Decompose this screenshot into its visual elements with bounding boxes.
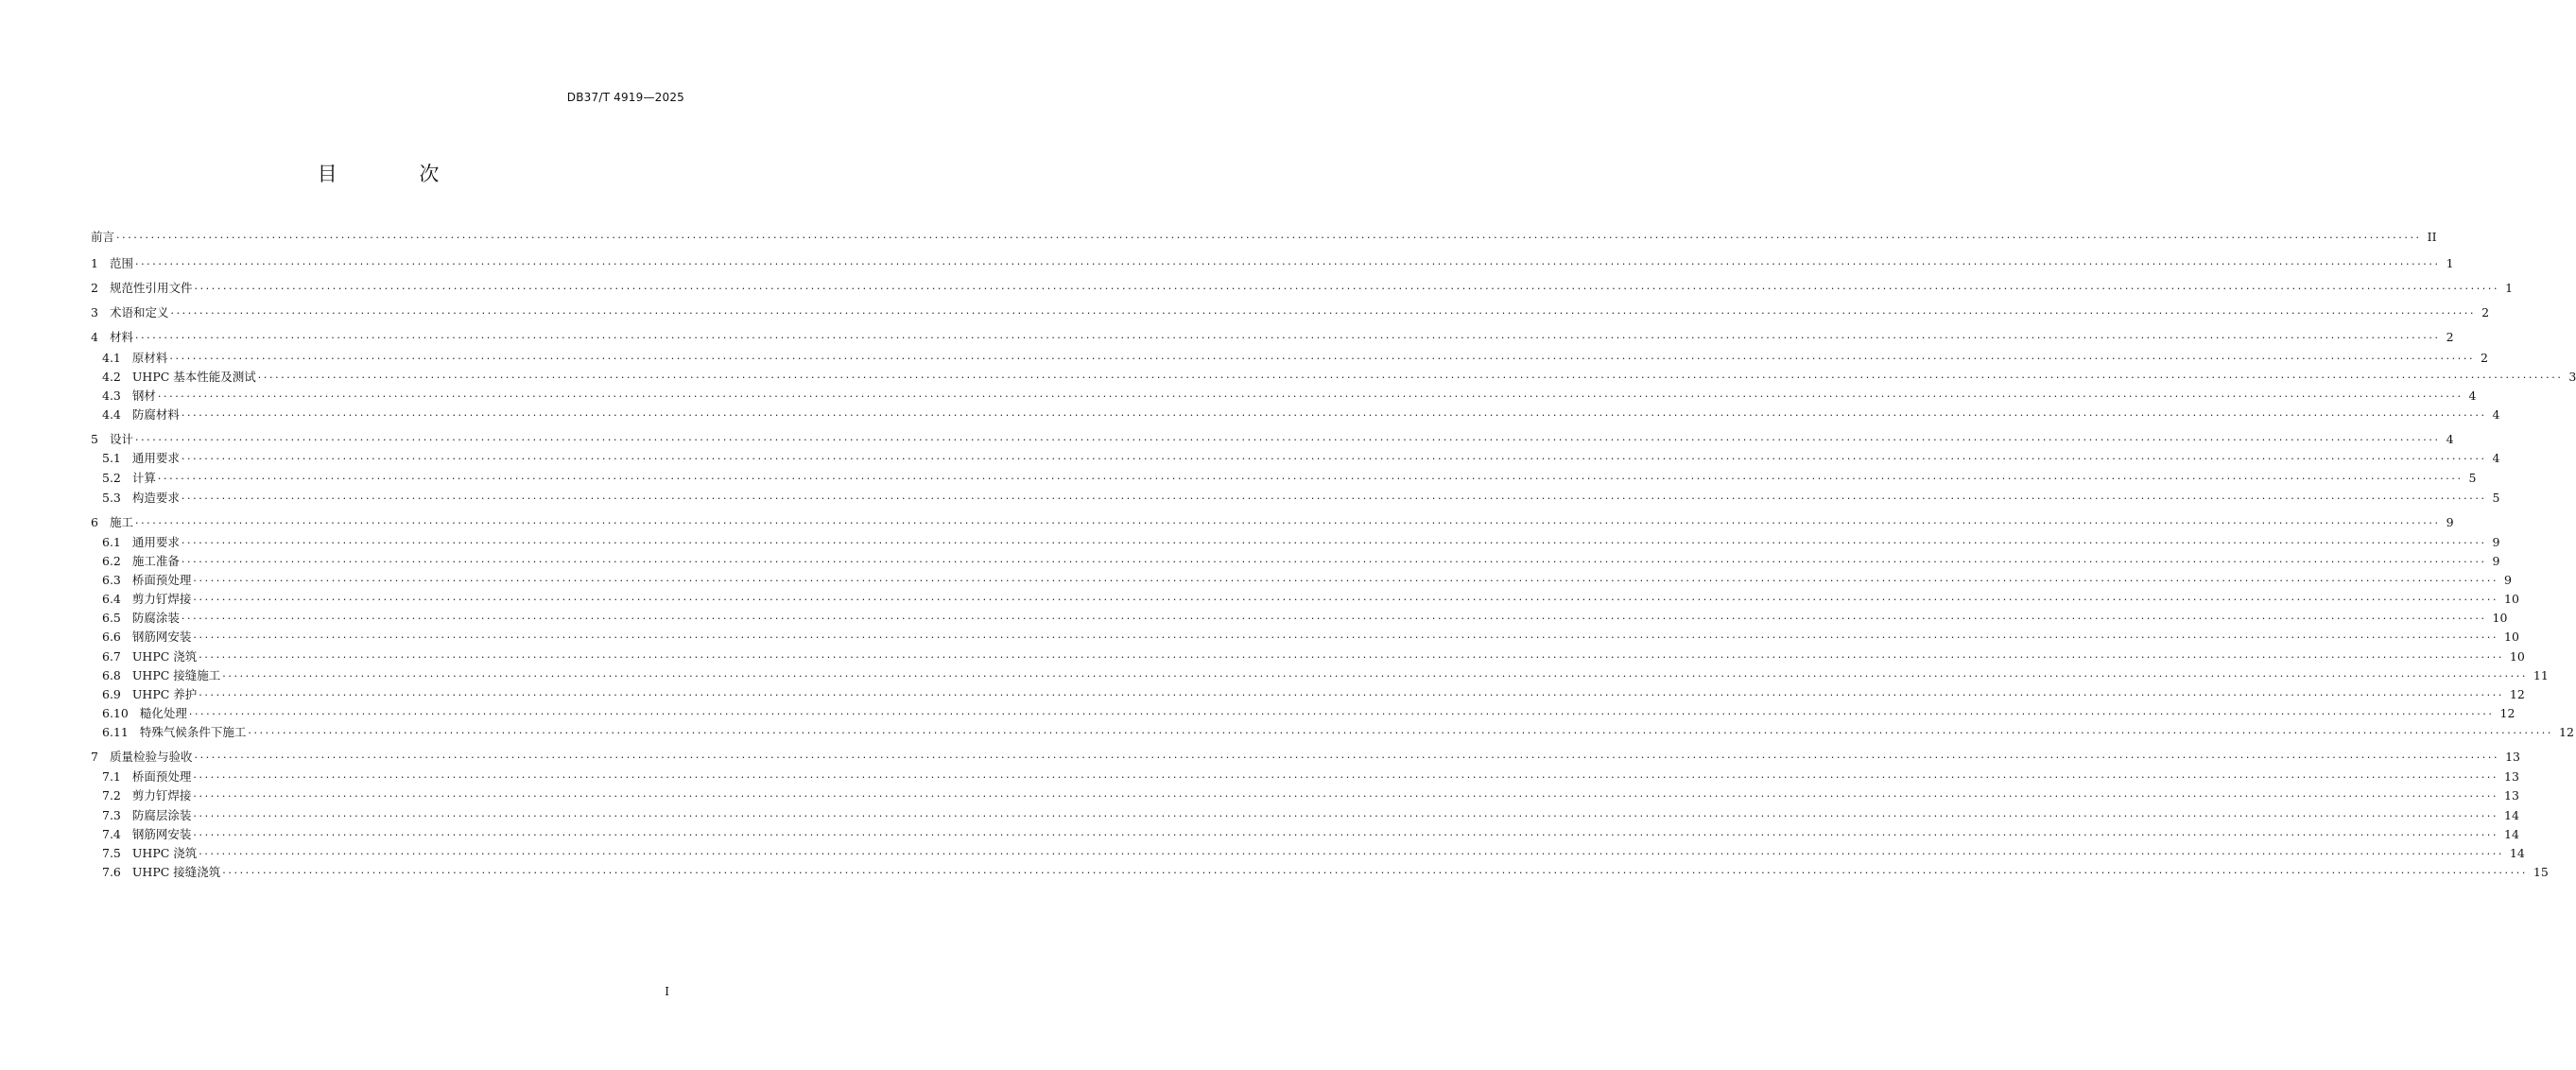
toc-entry-number: 7.2 [102, 788, 121, 802]
toc-dot-leader: ················································································································································································································································································································································································································ [222, 670, 2528, 682]
toc-entry-number: 6.6 [102, 630, 121, 644]
toc-entry-label: 术语和定义 [109, 305, 169, 319]
toc-entry-number: 6.4 [102, 592, 121, 606]
toc-entry-page: 12 [2509, 687, 2525, 701]
toc-entry[interactable] [102, 490, 2500, 507]
toc-entry-number: 7.6 [102, 865, 121, 879]
toc-entry-number: 6 [91, 515, 98, 529]
toc-entry-number: 6.11 [102, 725, 129, 739]
toc-entry[interactable] [102, 591, 2519, 608]
toc-entry-page: 2 [2481, 305, 2490, 319]
toc-dot-leader: ················································································································································································································································································································································································································ [193, 790, 2499, 802]
toc-entry-page: 13 [2504, 788, 2519, 802]
toc-entry[interactable] [102, 864, 2549, 881]
toc-dot-leader: ················································································································································································································································································································································································································ [157, 473, 2464, 485]
toc-entry-label: 原材料 [131, 351, 168, 365]
toc-entry-page: 10 [2492, 611, 2508, 625]
toc-entry-number: 5.2 [102, 471, 121, 485]
toc-entry-page: 4 [2492, 451, 2500, 465]
toc-dot-leader: ················································································································································································································································································································································································································ [193, 810, 2499, 822]
toc-entry[interactable] [102, 787, 2519, 804]
toc-entry-label: 钢筋网安装 [131, 827, 192, 841]
toc-entry-label: 计算 [131, 471, 156, 485]
toc-entry[interactable] [102, 534, 2500, 551]
toc-dot-leader: ················································································································································································································································································································································································································ [170, 307, 2477, 319]
toc-dot-leader: ················································································································································································································································································································································································································ [134, 517, 2441, 529]
toc-entry-number: 6.9 [102, 687, 121, 701]
toc-dot-leader: ················································································································································································································································································································································································································ [199, 848, 2504, 860]
toc-entry-number: 6.1 [102, 535, 121, 549]
toc-dot-leader: ················································································································································································································································································································································································································ [194, 283, 2500, 295]
toc-dot-leader: ················································································································································································································································································································································································································ [199, 651, 2504, 664]
toc-entry-number: 6.3 [102, 573, 121, 587]
toc-entry-label: UHPC 浇筑 [131, 846, 198, 860]
toc-entry[interactable] [102, 406, 2500, 423]
toc-dot-leader: ················································································································································································································································································································································································································ [199, 689, 2504, 701]
toc-dot-leader: ················································································································································································································································································································································································································ [193, 829, 2499, 841]
toc-dot-leader: ················································································································································································································································································································································································································ [181, 556, 2487, 568]
toc-dot-leader: ················································································································································································································································································································································································································ [116, 232, 2422, 244]
toc-entry-page: 9 [2504, 573, 2512, 587]
toc-dot-leader: ················································································································································································································································································································································································································ [188, 708, 2495, 720]
toc-entry-number: 7.5 [102, 846, 121, 860]
toc-entry-number: 5.1 [102, 451, 121, 465]
toc-entry-page: 4 [2492, 407, 2500, 422]
toc-dot-leader: ················································································································································································································································································································································································································ [248, 727, 2553, 739]
toc-entry[interactable] [102, 845, 2525, 862]
toc-entry-number: 4 [91, 330, 98, 344]
toc-entry-number: 3 [91, 305, 98, 319]
toc-entry[interactable] [91, 229, 2437, 246]
toc-entry-page: 9 [2492, 535, 2500, 549]
toc-entry-number: 2 [91, 281, 98, 295]
toc-entry-page: 12 [2559, 725, 2574, 739]
toc-dot-leader: ················································································································································································································································································································································································································ [134, 434, 2441, 446]
toc-entry-number: 7 [91, 750, 98, 764]
toc-entry-page: 1 [2446, 256, 2454, 270]
toc-dot-leader: ················································································································································································································································································································································································································ [181, 409, 2487, 422]
toc-dot-leader: ················································································································································································································································································································································································································ [194, 751, 2500, 764]
toc-entry-label: UHPC 接缝施工 [131, 668, 221, 682]
toc-entry-number: 7.1 [102, 769, 121, 784]
toc-entry[interactable] [102, 826, 2519, 843]
toc-entry-page: 9 [2446, 515, 2454, 529]
toc-entry[interactable] [91, 514, 2454, 531]
toc-entry[interactable] [102, 553, 2500, 570]
toc-entry-number: 6.2 [102, 554, 121, 568]
toc-entry-number: 4.3 [102, 388, 121, 403]
toc-entry-page: 4 [2446, 432, 2454, 446]
toc-entry[interactable] [102, 648, 2525, 665]
toc-entry-label: 材料 [109, 330, 133, 344]
toc-entry-page: 13 [2504, 769, 2519, 784]
toc-entry-label: 质量检验与验收 [109, 750, 193, 764]
toc-dot-leader: ················································································································································································································································································································································································································ [134, 258, 2441, 270]
toc-entry-label: UHPC 浇筑 [131, 649, 198, 664]
toc-entry-page: 11 [2533, 668, 2549, 682]
toc-entry-label: 特殊气候条件下施工 [139, 725, 247, 739]
toc-entry-label: 防腐材料 [131, 407, 180, 422]
toc-dot-leader: ················································································································································································································································································································································································································ [181, 537, 2487, 549]
toc-entry-page: 14 [2509, 846, 2525, 860]
toc-entry-number: 7.4 [102, 827, 121, 841]
toc-entry-label: 构造要求 [131, 491, 180, 505]
toc-entry-number: 4.2 [102, 370, 121, 384]
toc-entry[interactable] [102, 807, 2519, 824]
toc-dot-leader: ················································································································································································································································································································································································································ [169, 353, 2476, 365]
toc-dot-leader: ················································································································································································································································································································································································································ [193, 631, 2499, 644]
toc-entry[interactable] [102, 768, 2519, 785]
toc-entry-number: 6.5 [102, 611, 121, 625]
toc-entry-page: 13 [2505, 750, 2521, 764]
toc-entry-label: 规范性引用文件 [109, 281, 193, 295]
toc-entry-label: 施工准备 [131, 554, 180, 568]
toc-entry-number: 6.8 [102, 668, 121, 682]
toc-dot-leader: ················································································································································································································································································································································································································ [181, 453, 2487, 465]
toc-entry-number: 5 [91, 432, 98, 446]
toc-entry-label: 剪力钉焊接 [131, 592, 192, 606]
toc-title: 目 次 [317, 163, 477, 185]
toc-entry[interactable] [102, 572, 2512, 589]
toc-entry[interactable] [102, 470, 2477, 487]
toc-entry[interactable] [102, 629, 2519, 646]
toc-dot-leader: ················································································································································································································································································································································································································ [257, 371, 2564, 384]
toc-entry-label: UHPC 基本性能及测试 [131, 370, 256, 384]
toc-entry-number: 4.1 [102, 351, 121, 365]
toc-entry-page: 10 [2504, 630, 2519, 644]
toc-entry[interactable] [102, 369, 2576, 386]
toc-entry[interactable] [102, 667, 2549, 684]
toc-dot-leader: ················································································································································································································································································································································································································ [134, 332, 2441, 344]
toc-entry-label: 通用要求 [131, 451, 180, 465]
toc-entry[interactable] [91, 304, 2490, 321]
toc-entry-label: 桥面预处理 [131, 573, 192, 587]
toc-entry-page: 1 [2505, 281, 2514, 295]
toc-entry[interactable] [91, 749, 2521, 766]
toc-dot-leader: ················································································································································································································································································································································································································ [181, 613, 2487, 625]
toc-entry-page: 4 [2468, 388, 2477, 403]
toc-entry-label: UHPC 养护 [131, 687, 198, 701]
toc-entry-label: 钢筋网安装 [131, 630, 192, 644]
toc-dot-leader: ················································································································································································································································································································································································································ [193, 771, 2499, 784]
toc-dot-leader: ················································································································································································································································································································································································································ [157, 390, 2464, 403]
toc-entry-label: 钢材 [131, 388, 156, 403]
toc-entry-page: 14 [2504, 827, 2519, 841]
toc-entry-page: 9 [2492, 554, 2500, 568]
toc-entry-number: 6.10 [102, 706, 129, 720]
toc-entry[interactable] [91, 329, 2454, 346]
toc-entry-label: 前言 [91, 230, 115, 244]
toc-entry-label: 桥面预处理 [131, 769, 192, 784]
toc-entry-page: 3 [2568, 370, 2576, 384]
toc-entry-page: 15 [2533, 865, 2549, 879]
toc-entry[interactable] [102, 686, 2525, 703]
toc-entry-page: 5 [2468, 471, 2477, 485]
toc-entry-label: 防腐层涂装 [131, 808, 192, 822]
toc-entry[interactable] [102, 350, 2488, 367]
toc-entry-page: 2 [2446, 330, 2454, 344]
toc-entry-label: 通用要求 [131, 535, 180, 549]
toc-entry[interactable] [91, 255, 2454, 272]
toc-entry-label: 设计 [109, 432, 133, 446]
toc-entry-page: II [2427, 230, 2437, 244]
toc-entry[interactable] [102, 705, 2515, 722]
toc-entry-page: 14 [2504, 808, 2519, 822]
toc-entry-label: UHPC 接缝浇筑 [131, 865, 221, 879]
toc-entry-label: 施工 [109, 515, 133, 529]
toc-dot-leader: ················································································································································································································································································································································································································ [193, 594, 2499, 606]
toc-entry-number: 6.7 [102, 649, 121, 664]
toc-dot-leader: ················································································································································································································································································································································································································ [222, 867, 2528, 879]
toc-entry[interactable] [102, 724, 2574, 741]
toc-entry-label: 糙化处理 [139, 706, 187, 720]
toc-entry-page: 12 [2499, 706, 2515, 720]
toc-dot-leader: ················································································································································································································································································································································································································ [181, 492, 2487, 505]
toc-entry[interactable] [91, 280, 2514, 297]
toc-entry-number: 4.4 [102, 407, 121, 422]
document-code: DB37/T 4919—2025 [566, 91, 684, 104]
toc-entry[interactable] [91, 431, 2454, 448]
toc-entry[interactable] [102, 450, 2500, 467]
toc-entry-label: 剪力钉焊接 [131, 788, 192, 802]
toc-entry-page: 5 [2492, 491, 2500, 505]
toc-entry-number: 7.3 [102, 808, 121, 822]
page-number: I [665, 985, 669, 998]
toc-entry-label: 防腐涂装 [131, 611, 180, 625]
toc-entry-page: 10 [2509, 649, 2525, 664]
toc-entry-number: 1 [91, 256, 98, 270]
toc-entry[interactable] [102, 610, 2508, 627]
toc-entry-number: 5.3 [102, 491, 121, 505]
toc-entry-label: 范围 [109, 256, 133, 270]
toc-dot-leader: ················································································································································································································································································································································································································ [193, 575, 2499, 587]
toc-entry-page: 10 [2504, 592, 2519, 606]
toc-entry-page: 2 [2481, 351, 2488, 365]
toc-entry[interactable] [102, 388, 2477, 405]
